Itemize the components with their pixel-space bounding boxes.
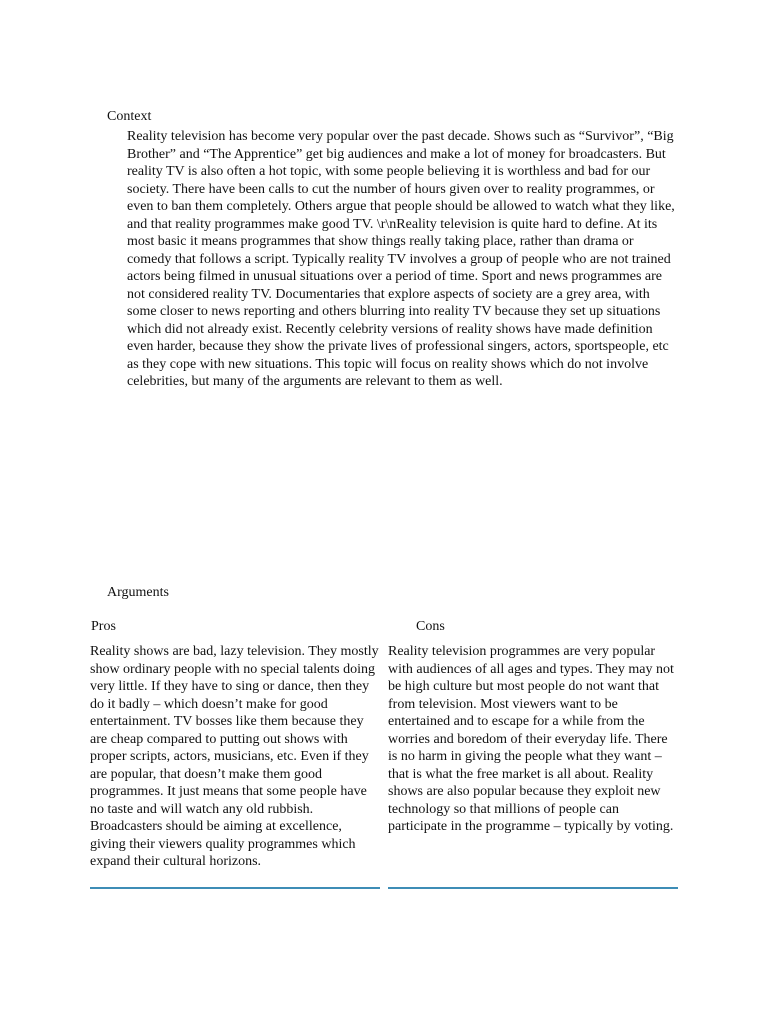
cons-paragraph: Reality television programmes are very popular with audiences of all ages and types. They may not be high culture but most people do not want that from television. Most viewers want to be entertained and to escape for a while from the worries and boredom of their everyday life. There is no harm in giving the people what they want – that is what the free market is all about. Reality shows are also popular because they exploit new technology so that millions of people can participate in the programme – typically by voting. bbox=[388, 644, 674, 834]
cons-divider bbox=[388, 887, 678, 889]
pros-paragraph: Reality shows are bad, lazy television. They mostly show ordinary people with no special talents doing very little. If they have to sing or dance, then they do it badly – which doesn’t make for good entertainment. TV bosses like them because they are cheap compared to putting out shows with proper scripts, actors, musicians, etc. Even if they are popular, that doesn’t make them good programmes. It just means that some people have no taste and will watch any old rubbish. Broadcasters should be aiming at excellence, giving their viewers quality programmes which expand their cultural horizons. bbox=[90, 644, 379, 869]
context-heading: Context bbox=[107, 109, 152, 124]
pros-heading: Pros bbox=[91, 619, 116, 634]
cons-heading: Cons bbox=[416, 619, 445, 634]
pros-divider bbox=[90, 887, 380, 889]
arguments-heading: Arguments bbox=[107, 585, 169, 600]
context-paragraph: Reality television has become very popular over the past decade. Shows such as “Survivor”, “Big Brother” and “The Apprentice” get big audiences and make a lot of money for broadcasters. But reality TV is also often a hot topic, with some people believing it is worthless and bad for our society. There have been calls to cut the number of hours given over to reality programmes, or even to ban them completely. Others argue that people should be allowed to watch what they like, and that reality programmes make good TV. \r\nReality television is quite hard to define. At its most basic it means programmes that show things really taking place, rather than drama or comedy that follows a script. Typically reality TV involves a group of people who are not trained actors being filmed in unusual situations over a period of time. Sport and news programmes are not considered reality TV. Documentaries that explore aspects of society are a grey area, with some closer to news reporting and others blurring into reality TV because they set up situations which did not already exist. Recently celebrity versions of reality shows have made definition even harder, because they show the private lives of professional singers, actors, sportspeople, etc as they cope with new situations. This topic will focus on reality shows which do not involve celebrities, but many of the arguments are relevant to them as well. bbox=[127, 129, 675, 389]
